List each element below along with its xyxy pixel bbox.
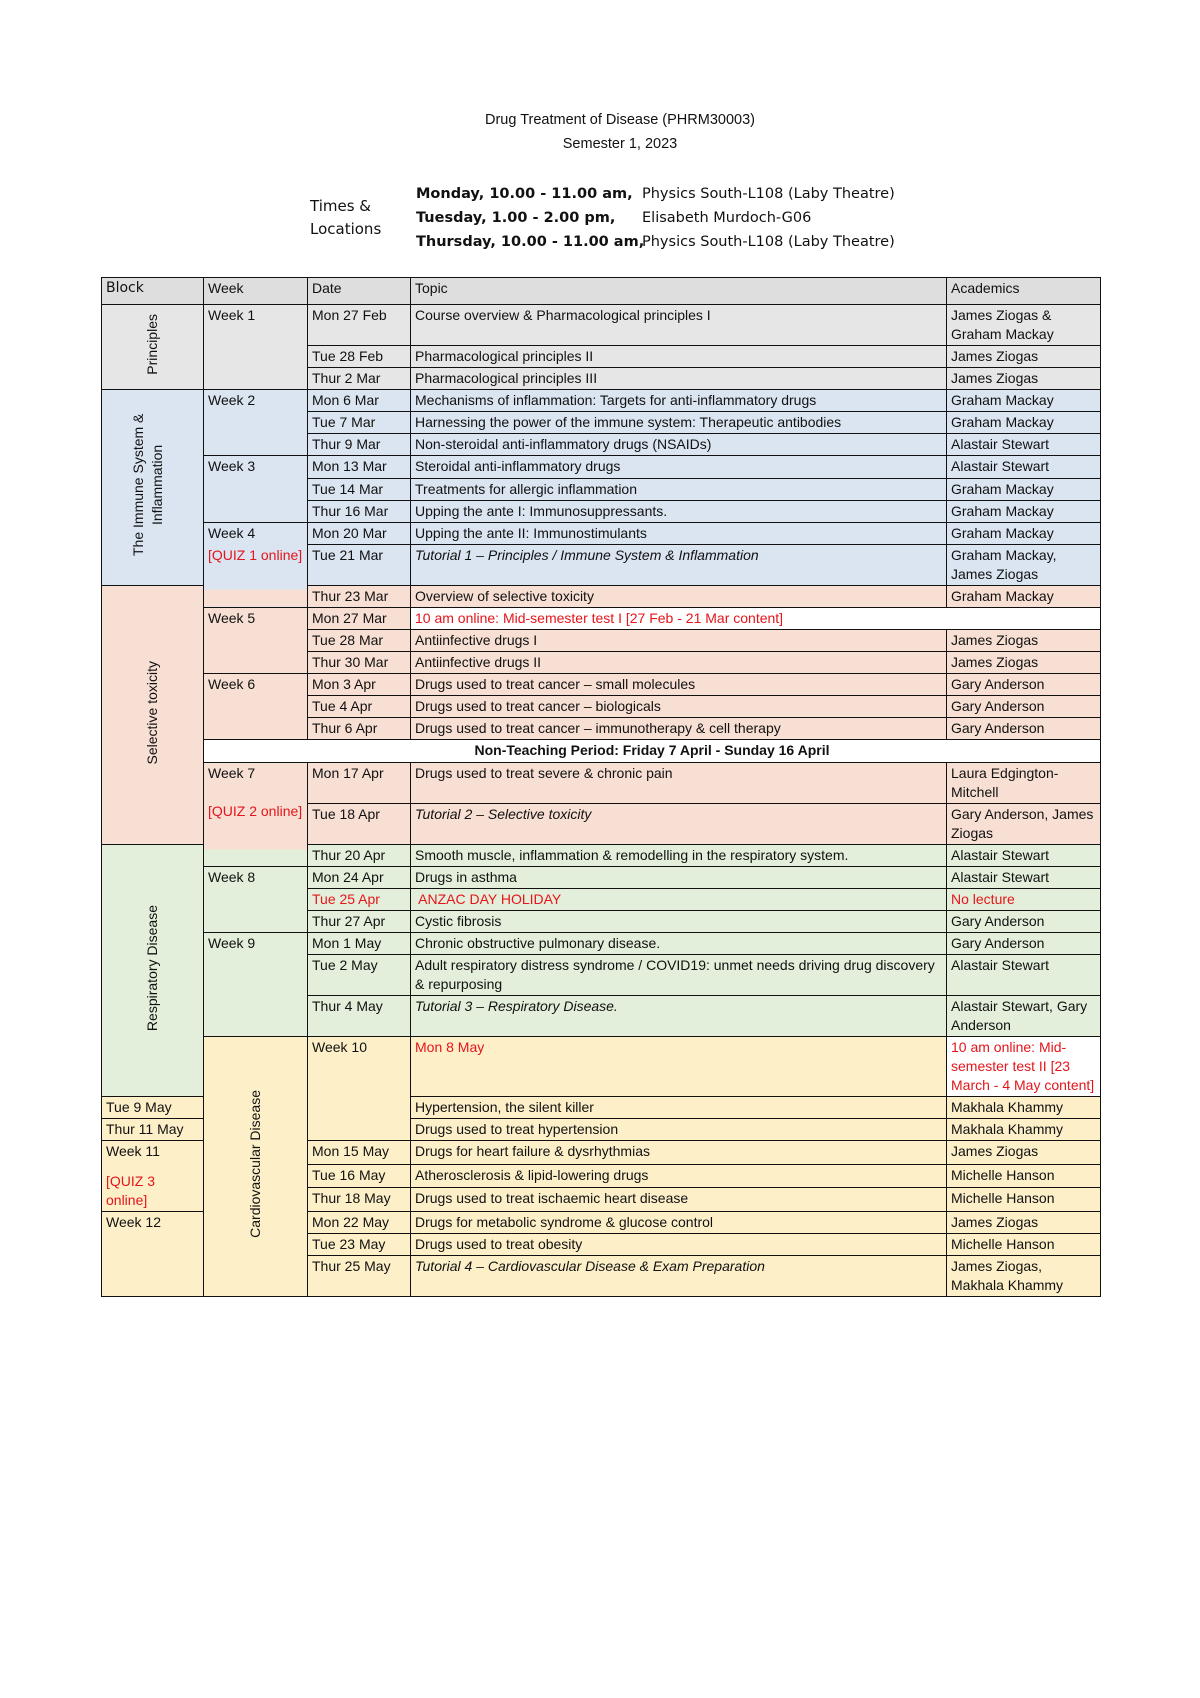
block-cardio	[204, 1037, 308, 1297]
date-cell: Tue 2 May	[308, 955, 411, 996]
table-row	[102, 390, 1101, 412]
block-respiratory	[102, 845, 204, 1097]
academics-cell: James Ziogas	[947, 368, 1101, 390]
date-cell: Tue 4 Apr	[308, 696, 411, 718]
date-cell: Tue 23 May	[308, 1234, 411, 1256]
academics-cell: Graham Mackay	[947, 500, 1101, 522]
academics-cell: James Ziogas	[947, 630, 1101, 652]
block-immune	[102, 390, 204, 586]
topic-cell: Steroidal anti-inflammatory drugs	[411, 456, 947, 479]
academics-cell: Alastair Stewart	[947, 456, 1101, 479]
course-title: Drug Treatment of Disease (PHRM30003)	[485, 112, 755, 128]
week-cell: Week 10	[308, 1037, 411, 1141]
semester-label: Semester 1, 2023	[562, 136, 678, 152]
topic-cell: Non-steroidal anti-inflammatory drugs (NSAIDs)	[411, 434, 947, 456]
times-day: Tuesday, 1.00 - 2.00 pm,	[416, 210, 616, 226]
times-line-monday	[416, 182, 895, 206]
header-date: Date	[308, 278, 411, 305]
topic-cell: Antiinfective drugs I	[411, 630, 947, 652]
date-cell: Mon 15 May	[308, 1141, 411, 1165]
week-cell: Week 5	[204, 608, 308, 674]
schedule-table	[101, 277, 1101, 1297]
block-label: The Immune System & Inflammation	[129, 413, 165, 557]
topic-cell: 10 am online: Mid-semester test II [23 March - 4 May content]	[947, 1037, 1101, 1097]
topic-cell: Chronic obstructive pulmonary disease.	[411, 933, 947, 955]
topic-cell: Smooth muscle, inflammation & remodelling in the respiratory system.	[411, 845, 947, 867]
topic-cell: Hypertension, the silent killer	[411, 1097, 947, 1119]
topic-cell: Drugs used to treat ischaemic heart disease	[411, 1188, 947, 1212]
academics-cell: James Ziogas	[947, 346, 1101, 368]
times-day: Monday, 10.00 - 11.00 am,	[416, 186, 633, 202]
times-location: Physics South-L108 (Laby Theatre)	[642, 234, 895, 250]
topic-cell: Mechanisms of inflammation: Targets for anti-inflammatory drugs	[411, 390, 947, 412]
date-cell: Mon 3 Apr	[308, 674, 411, 696]
topic-cell: Treatments for allergic inflammation	[411, 478, 947, 500]
table-row	[102, 456, 1101, 479]
date-cell: Mon 27 Feb	[308, 305, 411, 346]
academics-cell: James Ziogas, Makhala Khammy	[947, 1256, 1101, 1297]
academics-cell: James Ziogas	[947, 1212, 1101, 1234]
academics-cell: Makhala Khammy	[947, 1097, 1101, 1119]
academics-cell: James Ziogas & Graham Mackay	[947, 305, 1101, 346]
times-location: Elisabeth Murdoch-G06	[642, 210, 812, 226]
date-cell: Thur 18 May	[308, 1188, 411, 1212]
times-line-tuesday	[416, 206, 812, 230]
academics-cell: Graham Mackay	[947, 412, 1101, 434]
date-cell: Tue 14 Mar	[308, 478, 411, 500]
topic-cell: Drugs used to treat severe & chronic pain	[411, 763, 947, 804]
date-cell: Thur 9 Mar	[308, 434, 411, 456]
topic-cell: Drugs used to treat obesity	[411, 1234, 947, 1256]
block-label: Respiratory Disease	[144, 904, 160, 1032]
topic-cell: Tutorial 2 – Selective toxicity	[411, 804, 947, 845]
times-locations-list	[416, 182, 895, 254]
academics-cell: James Ziogas	[947, 652, 1101, 674]
date-cell: Mon 27 Mar	[308, 608, 411, 630]
date-cell: Mon 24 Apr	[308, 867, 411, 889]
date-cell: Mon 22 May	[308, 1212, 411, 1234]
date-cell: Thur 23 Mar	[308, 586, 411, 608]
times-locations-label	[310, 195, 381, 241]
academics-cell: Alastair Stewart	[947, 845, 1101, 867]
topic-cell: Upping the ante I: Immunosuppressants.	[411, 500, 947, 522]
date-cell: Mon 6 Mar	[308, 390, 411, 412]
times-label-line1: Times &	[310, 197, 371, 215]
academics-cell: Graham Mackay, James Ziogas	[947, 545, 1101, 586]
topic-cell: Antiinfective drugs II	[411, 652, 947, 674]
date-cell: Thur 4 May	[308, 996, 411, 1037]
academics-cell: Gary Anderson, James Ziogas	[947, 804, 1101, 845]
table-row	[102, 305, 1101, 346]
date-cell: Tue 7 Mar	[308, 412, 411, 434]
table-row	[102, 608, 1101, 630]
week-cell: Week 2	[204, 390, 308, 456]
academics-cell: Gary Anderson	[947, 696, 1101, 718]
week-cell: Week 8	[204, 867, 308, 933]
date-cell: Mon 17 Apr	[308, 763, 411, 804]
header-week: Week	[204, 278, 308, 305]
week-cell	[204, 763, 308, 867]
week-cell: Week 1	[204, 305, 308, 390]
academics-cell: Graham Mackay	[947, 522, 1101, 545]
week-label: Week 4	[208, 524, 256, 541]
header-block: Block	[102, 278, 204, 305]
academics-cell: Laura Edgington-Mitchell	[947, 763, 1101, 804]
times-day: Thursday, 10.00 - 11.00 am,	[416, 234, 645, 250]
topic-cell: Drugs in asthma	[411, 867, 947, 889]
date-cell: Tue 28 Mar	[308, 630, 411, 652]
block-label: Cardiovascular Disease	[247, 1090, 263, 1238]
topic-cell: ANZAC DAY HOLIDAY	[411, 889, 947, 911]
topic-cell: Tutorial 4 – Cardiovascular Disease & Exam Preparation	[411, 1256, 947, 1297]
topic-cell: Pharmacological principles II	[411, 346, 947, 368]
academics-cell: Graham Mackay	[947, 390, 1101, 412]
academics-cell: Graham Mackay	[947, 478, 1101, 500]
topic-cell: Tutorial 1 – Principles / Immune System & Inflammation	[411, 545, 947, 586]
times-location: Physics South-L108 (Laby Theatre)	[642, 186, 895, 202]
academics-cell: Alastair Stewart	[947, 434, 1101, 456]
table-row	[102, 867, 1101, 889]
date-cell: Mon 13 Mar	[308, 456, 411, 479]
week-cell: Week 9	[204, 933, 308, 1037]
topic-cell: Atherosclerosis & lipid-lowering drugs	[411, 1164, 947, 1188]
topic-cell: Drugs used to treat cancer – biologicals	[411, 696, 947, 718]
topic-cell: Upping the ante II: Immunostimulants	[411, 522, 947, 545]
block-label: Principles	[144, 314, 160, 375]
non-teaching-period: Non-Teaching Period: Friday 7 April - Sunday 16 April	[204, 740, 1101, 763]
topic-cell: Drugs used to treat cancer – small molecules	[411, 674, 947, 696]
date-cell: Thur 6 Apr	[308, 718, 411, 740]
block-selective	[102, 586, 204, 845]
week-cell: Week 6	[204, 674, 308, 740]
table-row	[102, 933, 1101, 955]
week-cell	[102, 1141, 204, 1212]
week-cell	[204, 522, 308, 608]
week-cell: Week 3	[204, 456, 308, 523]
date-cell: Thur 11 May	[102, 1119, 204, 1141]
date-cell: Tue 9 May	[102, 1097, 204, 1119]
date-cell: Tue 21 Mar	[308, 545, 411, 586]
week-label: Week 11	[106, 1143, 160, 1159]
times-label-line2: Locations	[310, 220, 382, 238]
date-cell: Thur 25 May	[308, 1256, 411, 1297]
document-header	[0, 108, 1200, 156]
topic-cell: Adult respiratory distress syndrome / COVID19: unmet needs driving drug discovery & repurposing	[411, 955, 947, 996]
quiz-label: [QUIZ 1 online]	[208, 546, 303, 563]
academics-cell: Michelle Hanson	[947, 1164, 1101, 1188]
date-cell: Tue 16 May	[308, 1164, 411, 1188]
date-cell: Thur 30 Mar	[308, 652, 411, 674]
topic-cell: 10 am online: Mid-semester test I [27 Feb - 21 Mar content]	[411, 608, 1101, 630]
date-cell: Tue 25 Apr	[308, 889, 411, 911]
academics-cell: Alastair Stewart, Gary Anderson	[947, 996, 1101, 1037]
date-cell: Thur 2 Mar	[308, 368, 411, 390]
date-cell: Mon 1 May	[308, 933, 411, 955]
academics-cell: Makhala Khammy	[947, 1119, 1101, 1141]
date-cell: Tue 18 Apr	[308, 804, 411, 845]
topic-cell: Drugs used to treat hypertension	[411, 1119, 947, 1141]
date-cell: Mon 20 Mar	[308, 522, 411, 545]
header-academics: Academics	[947, 278, 1101, 305]
topic-cell: Drugs for heart failure & dysrhythmias	[411, 1141, 947, 1165]
academics-cell: Alastair Stewart	[947, 955, 1101, 996]
academics-cell: Gary Anderson	[947, 718, 1101, 740]
topic-cell: Drugs used to treat cancer – immunotherapy & cell therapy	[411, 718, 947, 740]
date-cell: Thur 27 Apr	[308, 911, 411, 933]
academics-cell: No lecture	[947, 889, 1101, 911]
date-cell: Thur 16 Mar	[308, 500, 411, 522]
topic-cell: Overview of selective toxicity	[411, 586, 947, 608]
quiz-label: [QUIZ 2 online]	[208, 803, 303, 819]
date-cell: Mon 8 May	[411, 1037, 947, 1097]
topic-cell: Tutorial 3 – Respiratory Disease.	[411, 996, 947, 1037]
week-cell: Week 12	[102, 1212, 204, 1297]
table-row	[102, 1037, 1101, 1097]
academics-cell: Michelle Hanson	[947, 1188, 1101, 1212]
header-topic: Topic	[411, 278, 947, 305]
block-label: Selective toxicity	[144, 660, 160, 765]
academics-cell: Graham Mackay	[947, 586, 1101, 608]
academics-cell: James Ziogas	[947, 1141, 1101, 1165]
table-header-row	[102, 278, 1101, 305]
table-row	[102, 763, 1101, 804]
topic-cell: Harnessing the power of the immune system: Therapeutic antibodies	[411, 412, 947, 434]
quiz-label: [QUIZ 3 online]	[106, 1173, 156, 1208]
academics-cell: Gary Anderson	[947, 911, 1101, 933]
table-row	[102, 522, 1101, 545]
academics-cell: Michelle Hanson	[947, 1234, 1101, 1256]
topic-cell: Drugs for metabolic syndrome & glucose control	[411, 1212, 947, 1234]
academics-cell: Alastair Stewart	[947, 867, 1101, 889]
date-cell: Tue 28 Feb	[308, 346, 411, 368]
block-principles	[102, 305, 204, 390]
table-row	[102, 674, 1101, 696]
date-cell: Thur 20 Apr	[308, 845, 411, 867]
topic-cell: Course overview & Pharmacological principles I	[411, 305, 947, 346]
week-label: Week 7	[208, 765, 256, 781]
non-teaching-row	[102, 740, 1101, 763]
times-line-thursday	[416, 230, 895, 254]
academics-cell: Gary Anderson	[947, 933, 1101, 955]
topic-cell: Cystic fibrosis	[411, 911, 947, 933]
academics-cell: Gary Anderson	[947, 674, 1101, 696]
topic-cell: Pharmacological principles III	[411, 368, 947, 390]
